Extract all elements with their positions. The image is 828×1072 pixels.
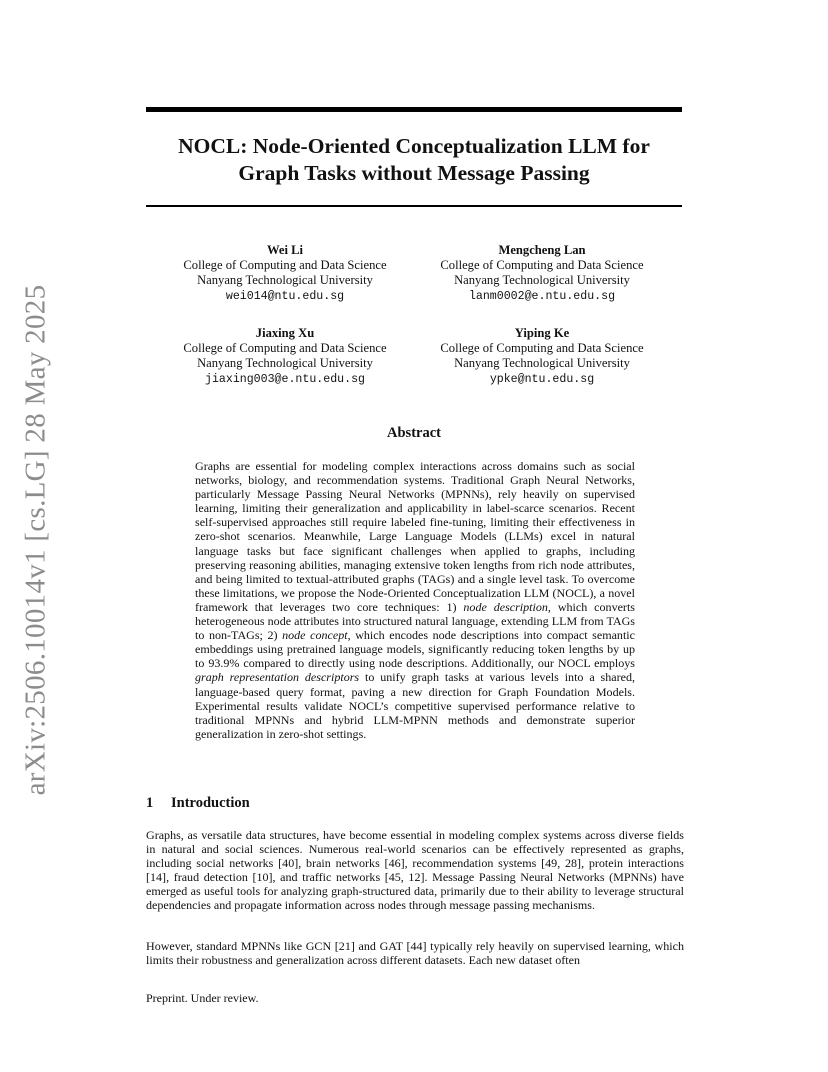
title-line-2: Graph Tasks without Message Passing xyxy=(238,161,590,185)
author-block-4 xyxy=(412,326,672,387)
author-block-2 xyxy=(412,243,672,304)
author-name: Yiping Ke xyxy=(514,326,570,340)
author-email[interactable]: jiaxing003@e.ntu.edu.sg xyxy=(204,372,366,386)
intro-paragraph-2: However, standard MPNNs like GCN [21] and GAT [44] typically rely heavily on supervised learning, which limits their robustness and generalization across different datasets. Each new dataset often xyxy=(146,939,684,968)
author-affiliation: College of Computing and Data Science xyxy=(440,258,644,273)
page-footer: Preprint. Under review. xyxy=(146,991,259,1005)
author-name: Wei Li xyxy=(266,243,304,257)
section-number: 1 xyxy=(146,795,154,811)
title-top-rule xyxy=(146,107,682,112)
abstract-heading: Abstract xyxy=(387,425,441,441)
abstract-body xyxy=(195,459,635,741)
paper-title xyxy=(146,133,682,187)
author-block-3 xyxy=(155,326,415,387)
author-university: Nanyang Technological University xyxy=(454,273,630,288)
author-affiliation: College of Computing and Data Science xyxy=(183,258,387,273)
abstract-emphasis: graph representation descriptors xyxy=(195,670,360,685)
abstract-text: , which encodes node descriptions into compact semantic embeddings using pretrained language models, significantly reducing token lengths by up to 93.9% compared to directly using node descriptions. Additionally, our NOCL employs xyxy=(195,628,636,671)
title-line-1: NOCL: Node-Oriented Conceptualization LLM for xyxy=(178,134,650,158)
title-bottom-rule xyxy=(146,205,682,207)
author-university: Nanyang Technological University xyxy=(197,273,373,288)
intro-paragraph-1: Graphs, as versatile data structures, have become essential in modeling complex systems across diverse fields in natural and social sciences. Numerous real-world scenarios can be effectively represented as graphs, including social networks [40], brain networks [46], recommendation systems [49, 28], protein interactions [14], fraud detection [10], and traffic networks [45, 12]. Message Passing Neural Networks (MPNNs) have emerged as useful tools for analyzing graph-structured data, primarily due to their ability to leverage structural dependencies and propagate information across nodes through message passing mechanisms. xyxy=(146,828,684,913)
abstract-text: Graphs are essential for modeling complex interactions across domains such as social networks, biology, and recommendation systems. Traditional Graph Neural Networks, particularly Message Passing Neural Networks (MPNNs), rely heavily on supervised learning, limiting their generalization and applicability in label-scarce scenarios. Recent self-supervised approaches still require labeled fine-tuning, limiting their effectiveness in zero-shot scenarios. Meanwhile, Large Language Models (LLMs) excel in natural language tasks but face significant challenges when applied to graphs, including preserving reasoning abilities, managing extensive token lengths from rich node attributes, and being limited to textual-attributed graphs (TAGs) and a single level task. To overcome these limitations, we propose the Node-Oriented Conceptualization LLM (NOCL), a novel framework that leverages two core techniques: 1) xyxy=(195,459,635,614)
author-university: Nanyang Technological University xyxy=(197,356,373,371)
author-name: Mengcheng Lan xyxy=(498,243,586,257)
author-email[interactable]: wei014@ntu.edu.sg xyxy=(225,289,345,303)
abstract-emphasis: node concept xyxy=(282,628,348,643)
author-block-1 xyxy=(155,243,415,304)
abstract-emphasis: node description xyxy=(463,599,548,614)
abstract-text: , which converts heterogeneous node attributes into structured natural language, extending LLM from TAGs to non-TAGs; 2) xyxy=(195,599,635,643)
author-university: Nanyang Technological University xyxy=(454,356,630,371)
section-heading xyxy=(146,795,250,812)
author-email[interactable]: lanm0002@e.ntu.edu.sg xyxy=(468,289,616,303)
author-name: Jiaxing Xu xyxy=(255,326,315,340)
section-title: Introduction xyxy=(171,795,250,811)
author-affiliation: College of Computing and Data Science xyxy=(183,341,387,356)
abstract-text: to unify graph tasks at various levels into a shared, language-based query format, paving a new direction for Graph Foundation Models. Experimental results validate NOCL’s competitive supervised performance relative to traditional MPNNs and hybrid LLM-MPNN methods and demonstrate superior generalization in zero-shot settings. xyxy=(195,670,635,741)
author-affiliation: College of Computing and Data Science xyxy=(440,341,644,356)
author-email[interactable]: ypke@ntu.edu.sg xyxy=(489,372,595,386)
arxiv-side-stamp: arXiv:2506.10014v1 [cs.LG] 28 May 2025 xyxy=(19,284,52,796)
